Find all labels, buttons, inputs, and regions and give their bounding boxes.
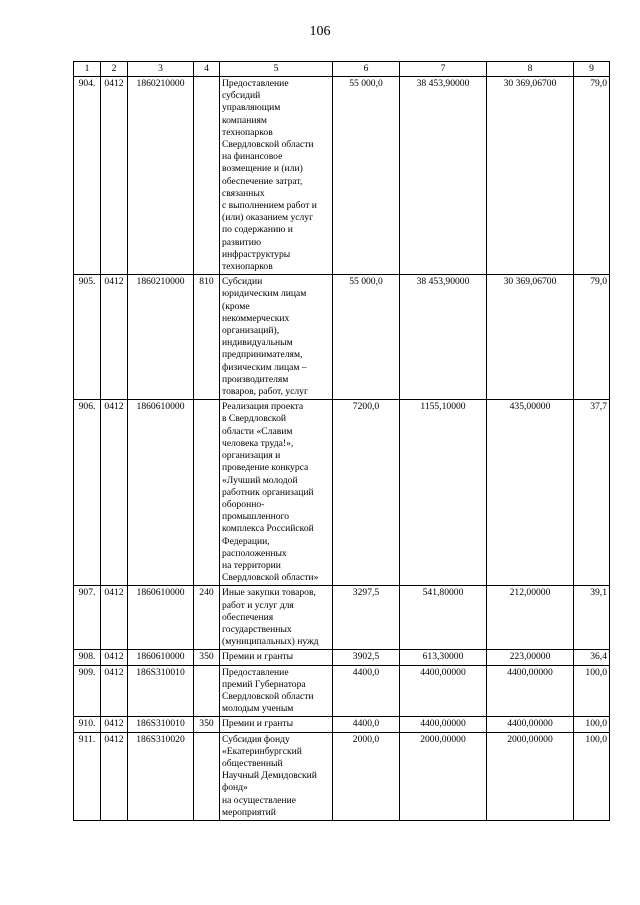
- limit-amount: 1155,10000: [400, 400, 487, 586]
- budget-table: [73, 61, 610, 821]
- item-name: Субсидия фонду «Екатеринбургский общественный Научный Демидовский фонд» на осуществление мероприятий: [220, 732, 333, 820]
- limit-amount: 38 453,90000: [400, 77, 487, 275]
- page-number: 106: [309, 24, 331, 39]
- execution-percent: 79,0: [574, 275, 610, 400]
- expense-type-code: 810: [194, 275, 220, 400]
- section-code: 0412: [101, 400, 128, 586]
- column-header: 6: [333, 62, 400, 77]
- limit-amount: 613,30000: [400, 650, 487, 665]
- table-row: [74, 275, 610, 400]
- executed-amount: 223,00000: [487, 650, 574, 665]
- item-name: Премии и гранты: [220, 717, 333, 732]
- row-number: 908.: [74, 650, 101, 665]
- execution-percent: 79,0: [574, 77, 610, 275]
- target-article-code: 1860210000: [128, 275, 194, 400]
- limit-amount: 541,80000: [400, 586, 487, 650]
- item-name: Премии и гранты: [220, 650, 333, 665]
- table-row: [74, 650, 610, 665]
- item-name: Предоставление субсидий управляющим компаниям технопарков Свердловской области на финансовое возмещение и (или) обеспечение затрат, связанных с выполнением работ и (или) оказанием услуг по содержанию и развитию инфраструктуры технопарков: [220, 77, 333, 275]
- target-article-code: 1860210000: [128, 77, 194, 275]
- column-header: 8: [487, 62, 574, 77]
- column-header: 9: [574, 62, 610, 77]
- target-article-code: 1860610000: [128, 650, 194, 665]
- execution-percent: 39,1: [574, 586, 610, 650]
- limit-amount: 4400,00000: [400, 717, 487, 732]
- column-number-row: [74, 62, 610, 77]
- column-header: 5: [220, 62, 333, 77]
- item-name: Субсидии юридическим лицам (кроме некоммерческих организаций), индивидуальным предпринимателям, физическим лицам – производителям товаров, работ, услуг: [220, 275, 333, 400]
- section-code: 0412: [101, 650, 128, 665]
- limit-amount: 4400,00000: [400, 665, 487, 717]
- planned-amount: 4400,0: [333, 665, 400, 717]
- section-code: 0412: [101, 732, 128, 820]
- planned-amount: 3902,5: [333, 650, 400, 665]
- execution-percent: 100,0: [574, 717, 610, 732]
- executed-amount: 30 369,06700: [487, 77, 574, 275]
- section-code: 0412: [101, 275, 128, 400]
- planned-amount: 55 000,0: [333, 77, 400, 275]
- table-row: [74, 732, 610, 820]
- target-article-code: 186S310020: [128, 732, 194, 820]
- target-article-code: 1860610000: [128, 586, 194, 650]
- expense-type-code: [194, 732, 220, 820]
- execution-percent: 100,0: [574, 732, 610, 820]
- expense-type-code: 350: [194, 650, 220, 665]
- item-name: Реализация проекта в Свердловской области «Славим человека труда!», организация и проведение конкурса «Лучший молодой работник организаций оборонно- промышленного комплекса Российской Федерации, расположенных на территории Свердловской области»: [220, 400, 333, 586]
- executed-amount: 30 369,06700: [487, 275, 574, 400]
- planned-amount: 3297,5: [333, 586, 400, 650]
- expense-type-code: [194, 77, 220, 275]
- item-name: Предоставление премий Губернатора Свердловской области молодым ученым: [220, 665, 333, 717]
- column-header: 2: [101, 62, 128, 77]
- table-row: [74, 586, 610, 650]
- column-header: 7: [400, 62, 487, 77]
- planned-amount: 7200,0: [333, 400, 400, 586]
- row-number: 907.: [74, 586, 101, 650]
- column-header: 3: [128, 62, 194, 77]
- section-code: 0412: [101, 665, 128, 717]
- table-row: [74, 77, 610, 275]
- expense-type-code: 350: [194, 717, 220, 732]
- section-code: 0412: [101, 717, 128, 732]
- row-number: 909.: [74, 665, 101, 717]
- expense-type-code: 240: [194, 586, 220, 650]
- table-row: [74, 400, 610, 586]
- section-code: 0412: [101, 77, 128, 275]
- row-number: 904.: [74, 77, 101, 275]
- row-number: 910.: [74, 717, 101, 732]
- target-article-code: 186S310010: [128, 717, 194, 732]
- row-number: 911.: [74, 732, 101, 820]
- executed-amount: 2000,00000: [487, 732, 574, 820]
- execution-percent: 36,4: [574, 650, 610, 665]
- planned-amount: 55 000,0: [333, 275, 400, 400]
- row-number: 905.: [74, 275, 101, 400]
- limit-amount: 38 453,90000: [400, 275, 487, 400]
- executed-amount: 4400,00000: [487, 665, 574, 717]
- target-article-code: 1860610000: [128, 400, 194, 586]
- table-row: [74, 665, 610, 717]
- row-number: 906.: [74, 400, 101, 586]
- execution-percent: 37,7: [574, 400, 610, 586]
- executed-amount: 435,00000: [487, 400, 574, 586]
- expense-type-code: [194, 400, 220, 586]
- planned-amount: 4400,0: [333, 717, 400, 732]
- section-code: 0412: [101, 586, 128, 650]
- table-row: [74, 717, 610, 732]
- executed-amount: 4400,00000: [487, 717, 574, 732]
- column-header: 1: [74, 62, 101, 77]
- planned-amount: 2000,0: [333, 732, 400, 820]
- target-article-code: 186S310010: [128, 665, 194, 717]
- column-header: 4: [194, 62, 220, 77]
- limit-amount: 2000,00000: [400, 732, 487, 820]
- execution-percent: 100,0: [574, 665, 610, 717]
- executed-amount: 212,00000: [487, 586, 574, 650]
- expense-type-code: [194, 665, 220, 717]
- item-name: Иные закупки товаров, работ и услуг для обеспечения государственных (муниципальных) нужд: [220, 586, 333, 650]
